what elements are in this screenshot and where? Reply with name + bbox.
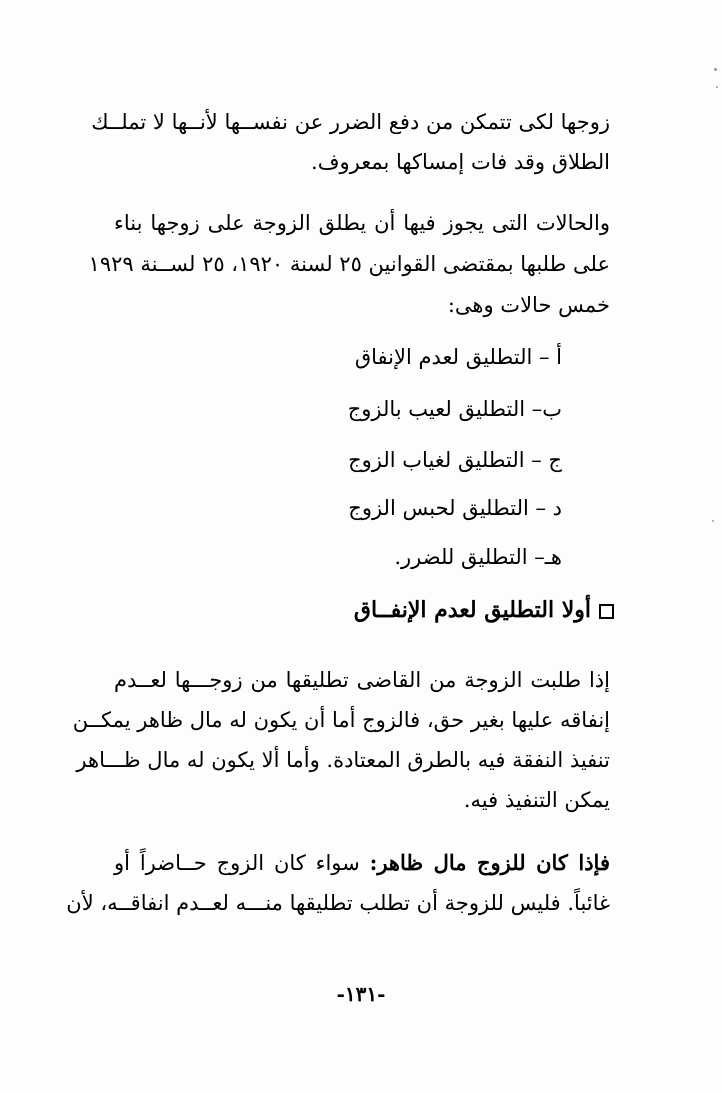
- paragraph-3-line-2: إنفاقه عليها بغير حق، فالزوج أما أن يكون له مال ظاهر يمكــن: [72, 708, 610, 732]
- paragraph-3-line-4: يمكن التنفيذ فيه.: [463, 788, 610, 812]
- paragraph-4-line-1: [114, 848, 610, 878]
- scan-speck: [712, 520, 714, 522]
- paragraph-4-lead: فإذا كان للزوج مال ظاهر:: [369, 850, 610, 875]
- paragraph-1-line-1: زوجها لكى تتمكن من دفع الضرر عن نفســها لأنــها لا تملــك: [91, 110, 610, 134]
- list-item-d: د – التطليق لحبس الزوج: [348, 496, 562, 520]
- paragraph-4-line-2: غائباً. فليس للزوجة أن تطلب تطليقها منـــه لعــدم انفاقــه، لأن: [66, 891, 610, 915]
- paragraph-4-line-1-rest: سواء كان الزوج حــاضراً أو: [114, 851, 370, 875]
- paragraph-2-line-3: خمس حالات وهى:: [447, 293, 610, 317]
- list-item-a: أ – التطليق لعدم الإنفاق: [354, 345, 562, 369]
- scan-speck: [714, 68, 717, 71]
- paragraph-3-line-1: إذا طلبت الزوجة من القاضى تطليقها من زوجـــها لعــدم: [114, 668, 610, 692]
- list-item-e: هـ– التطليق للضرر.: [394, 545, 562, 569]
- scan-speck: [716, 86, 718, 88]
- square-bullet-icon: [599, 604, 614, 619]
- paragraph-2-line-1: والحالات التى يجوز فيها أن يطلق الزوجة على زوجها بناء: [114, 211, 610, 235]
- paragraph-1-line-2: الطلاق وقد فات إمساكها بمعروف.: [311, 150, 610, 174]
- page-number: -١٣١-: [336, 982, 386, 1006]
- list-item-c: ج – التطليق لغياب الزوج: [348, 448, 562, 472]
- section-heading-text: أولا التطليق لعدم الإنفــاق: [353, 597, 591, 623]
- paragraph-3-line-3: تنفيذ النفقة فيه بالطرق المعتادة. وأما ألا يكون له مال ظـــاهر: [76, 748, 610, 772]
- paragraph-2-line-2: على طلبها بمقتضى القوانين ٢٥ لسنة ١٩٢٠، ٢٥ لســنة ١٩٢٩: [88, 252, 610, 276]
- list-item-b: ب– التطليق لعيب بالزوج: [347, 397, 562, 421]
- section-heading: [114, 595, 614, 625]
